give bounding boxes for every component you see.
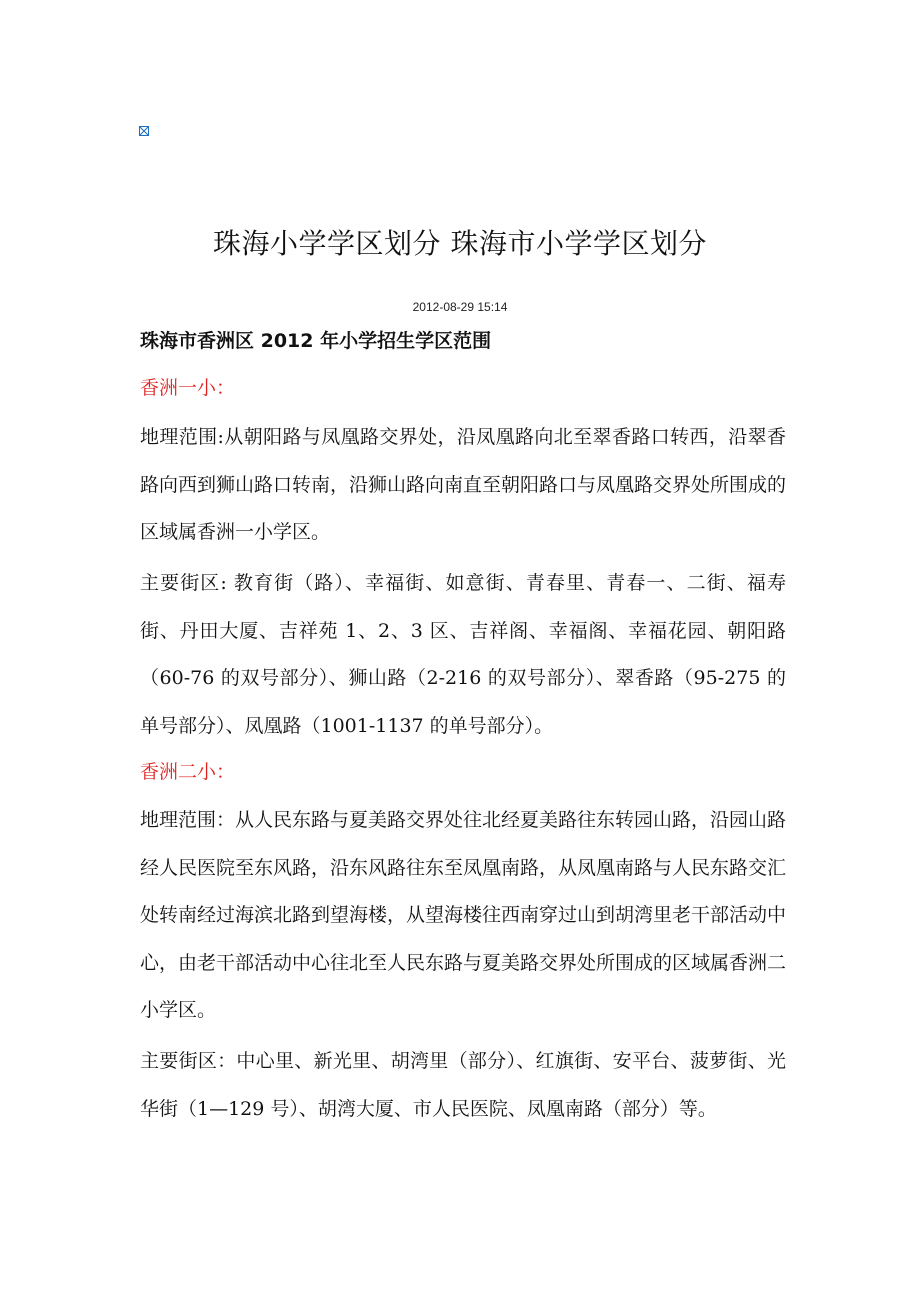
section-range-xiangzhou-1: 地理范围:从朝阳路与凤凰路交界处，沿凤凰路向北至翠香路口转西，沿翠香路向西到狮山路口转南，沿狮山路向南直至朝阳路口与凤凰路交界处所围成的区域属香洲一小学区。: [140, 426, 787, 543]
section-heading-xiangzhou-2: 香洲二小：: [140, 761, 236, 783]
section-heading-xiangzhou-1: 香洲一小：: [140, 377, 236, 399]
publish-date: 2012-08-29 15:14: [412, 300, 508, 314]
broken-image-icon: [139, 126, 149, 136]
section-streets-xiangzhou-1: 主要街区: 教育街（路）、幸福街、如意街、青春里、青春一、二街、福寿街、丹田大厦、吉祥苑 1、2、3 区、吉祥阁、幸福阁、幸福花园、朝阳路（60-76 的双号部分）、狮山路（2-216 的双号部分）、翠香路（95-275 的单号部分）、凤凰路（1001-1137 的单号部分）。: [140, 572, 786, 737]
document-subtitle: 珠海市香洲区 2012 年小学招生学区范围: [140, 330, 492, 352]
section-range-xiangzhou-2: 地理范围：从人民东路与夏美路交界处往北经夏美路往东转园山路，沿园山路经人民医院至东风路，沿东风路往东至凤凰南路，从凤凰南路与人民东路交汇处转南经过海滨北路到望海楼，从望海楼往西南穿过山到胡湾里老干部活动中心，由老干部活动中心往北至人民东路与夏美路交界处所围成的区域属香洲二小学区。: [140, 809, 787, 1021]
page-title: 珠海小学学区划分 珠海市小学学区划分: [213, 227, 707, 260]
section-streets-xiangzhou-2: 主要街区：中心里、新光里、胡湾里（部分）、红旗街、安平台、菠萝街、光华街（1—129 号）、胡湾大厦、市人民医院、凤凰南路（部分）等。: [140, 1050, 786, 1120]
